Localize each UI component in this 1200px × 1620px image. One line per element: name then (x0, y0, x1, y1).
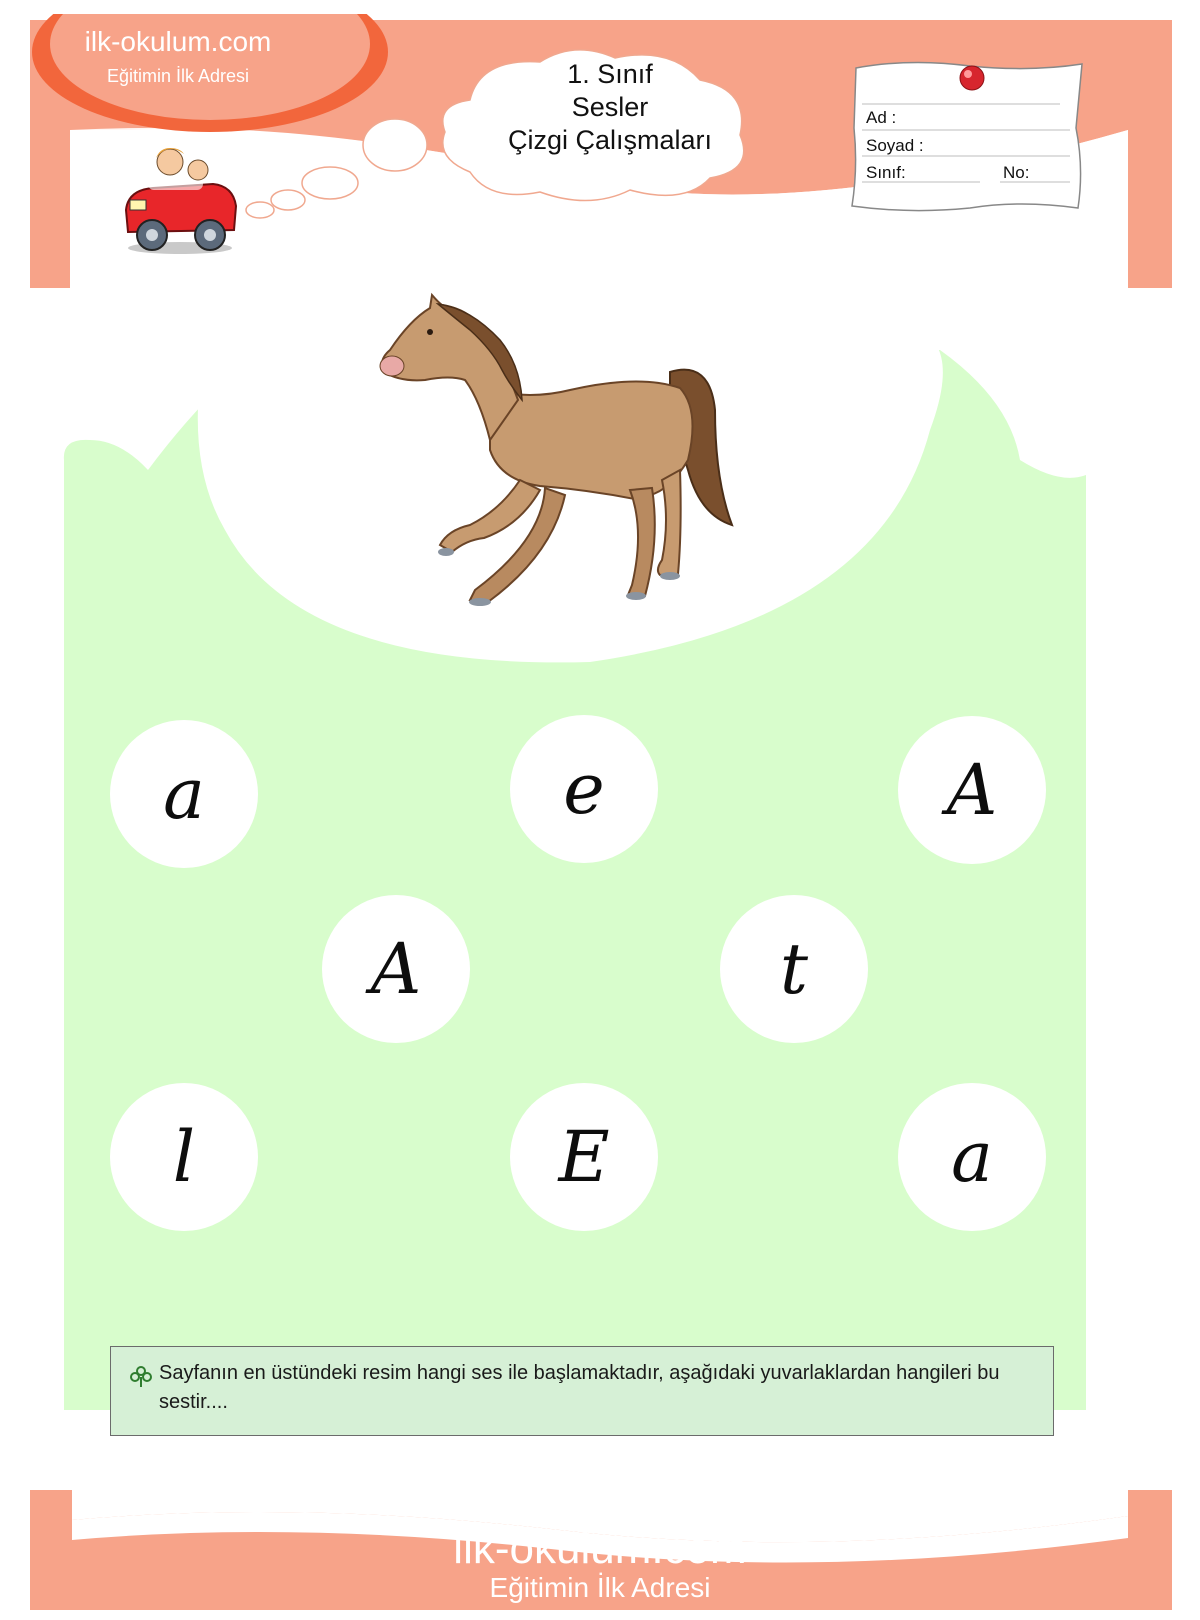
letter-circle-8[interactable] (898, 1083, 1046, 1231)
title-topic: Sesler (571, 92, 649, 122)
letter-option: a (163, 753, 205, 835)
letter-option: E (558, 1116, 610, 1198)
horse-illustration (370, 290, 750, 610)
letter-circle-6[interactable] (110, 1083, 258, 1231)
letter-circle-7[interactable] (510, 1083, 658, 1231)
letter-option: e (563, 748, 605, 830)
letter-option: A (370, 928, 422, 1010)
letter-circle-2[interactable] (510, 715, 658, 863)
brand-name[interactable]: ilk-okulum.com (84, 26, 272, 57)
instruction-text: Sayfanın en üstündeki resim hangi ses ile başlamaktadır, aşağıdaki yuvarlaklardan hangileri bu sestir.... (159, 1362, 1000, 1413)
worksheet-title (448, 58, 772, 157)
instruction-box (110, 1346, 1054, 1436)
name-field-label: Ad : (866, 108, 897, 127)
title-grade: 1. Sınıf (567, 59, 653, 89)
class-field-label: Sınıf: (866, 163, 906, 182)
letter-circle-5[interactable] (720, 895, 868, 1043)
title-activity: Çizgi Çalışmaları (507, 125, 713, 155)
footer-tagline: Eğitimin İlk Adresi (489, 1572, 711, 1603)
letter-circle-1[interactable] (110, 720, 258, 868)
brand-tagline: Eğitimin İlk Adresi (106, 66, 250, 86)
clover-bullet-icon (129, 1365, 153, 1389)
letter-circle-3[interactable] (898, 716, 1046, 864)
number-field-label: No: (1003, 163, 1030, 182)
surname-field-label: Soyad : (866, 136, 924, 155)
cartoon-car-illustration (118, 140, 243, 255)
letter-option: l (172, 1116, 196, 1198)
footer-brand-name[interactable]: ilk-okulum.com (453, 1524, 747, 1573)
letter-circle-4[interactable] (322, 895, 470, 1043)
letter-option: a (951, 1116, 993, 1198)
letter-option: A (946, 749, 998, 831)
letter-option: t (779, 928, 809, 1010)
